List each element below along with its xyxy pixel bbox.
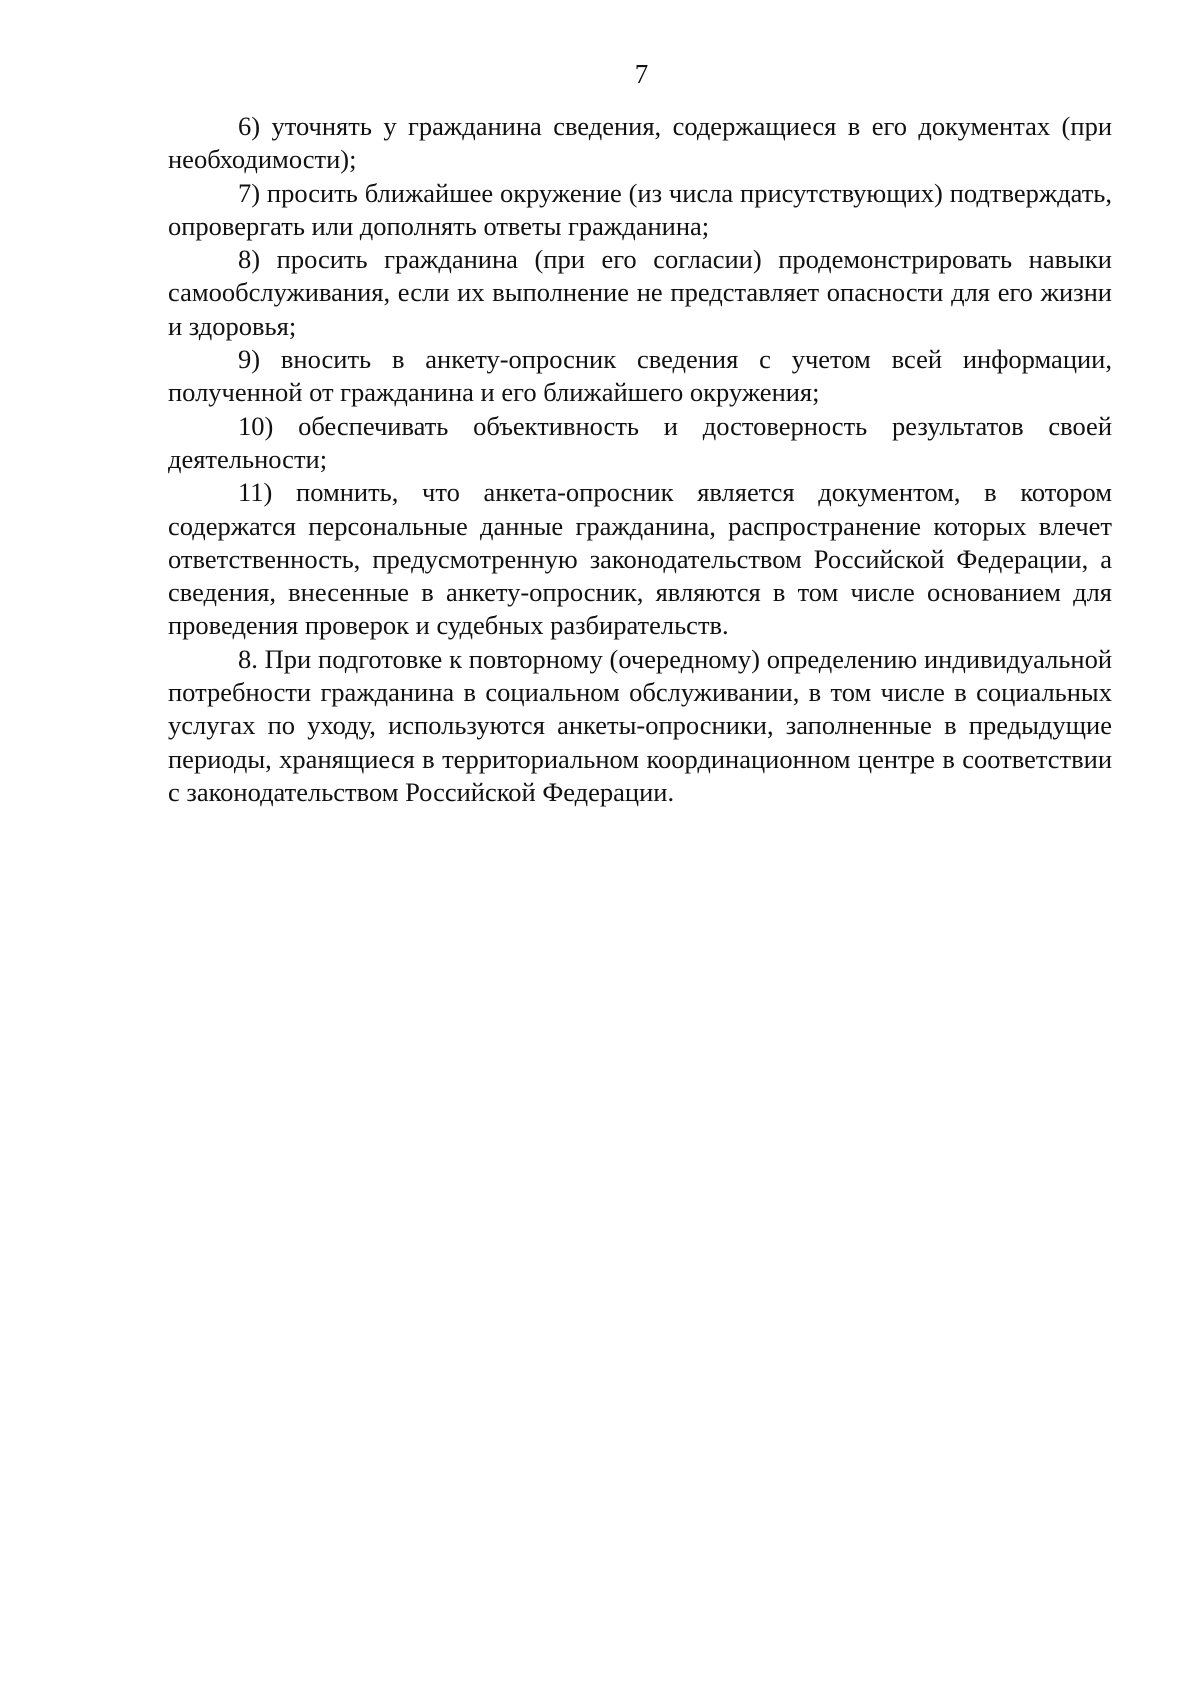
list-item-10: 10) обеспечивать объективность и достоверность результатов своей деятельности; bbox=[168, 410, 1112, 474]
list-item-11: 11) помнить, что анкета-опросник является документом, в котором содержатся персональные данные гражданина, распространение которых влечет ответственность, предусмотренную законодательством Российской Федерации, а сведения, внесенные в анкету-опросник, являются в том числе основанием для проведения проверок и судебных разбирательств. bbox=[168, 477, 1112, 641]
page-number: 7 bbox=[634, 59, 649, 89]
document-body bbox=[168, 110, 1112, 809]
list-item-9: 9) вносить в анкету-опросник сведения с учетом всей информации, полученной от гражданина и его ближайшего окружения; bbox=[168, 344, 1112, 408]
list-item-8: 8) просить гражданина (при его согласии) продемонстрировать навыки самообслуживания, если их выполнение не представляет опасности для его жизни и здоровья; bbox=[168, 244, 1112, 341]
section-8-paragraph: 8. При подготовке к повторному (очередному) определению индивидуальной потребности гражданина в социальном обслуживании, в том числе в социальных услугах по уходу, используются анкеты-опросники, заполненные в предыдущие периоды, хранящиеся в территориальном координационном центре в соответствии с законодательством Российской Федерации. bbox=[168, 643, 1112, 807]
list-item-6: 6) уточнять у гражданина сведения, содержащиеся в его документах (при необходимости); bbox=[168, 111, 1112, 175]
list-item-7: 7) просить ближайшее окружение (из числа присутствующих) подтверждать, опровергать или дополнять ответы гражданина; bbox=[168, 177, 1112, 241]
